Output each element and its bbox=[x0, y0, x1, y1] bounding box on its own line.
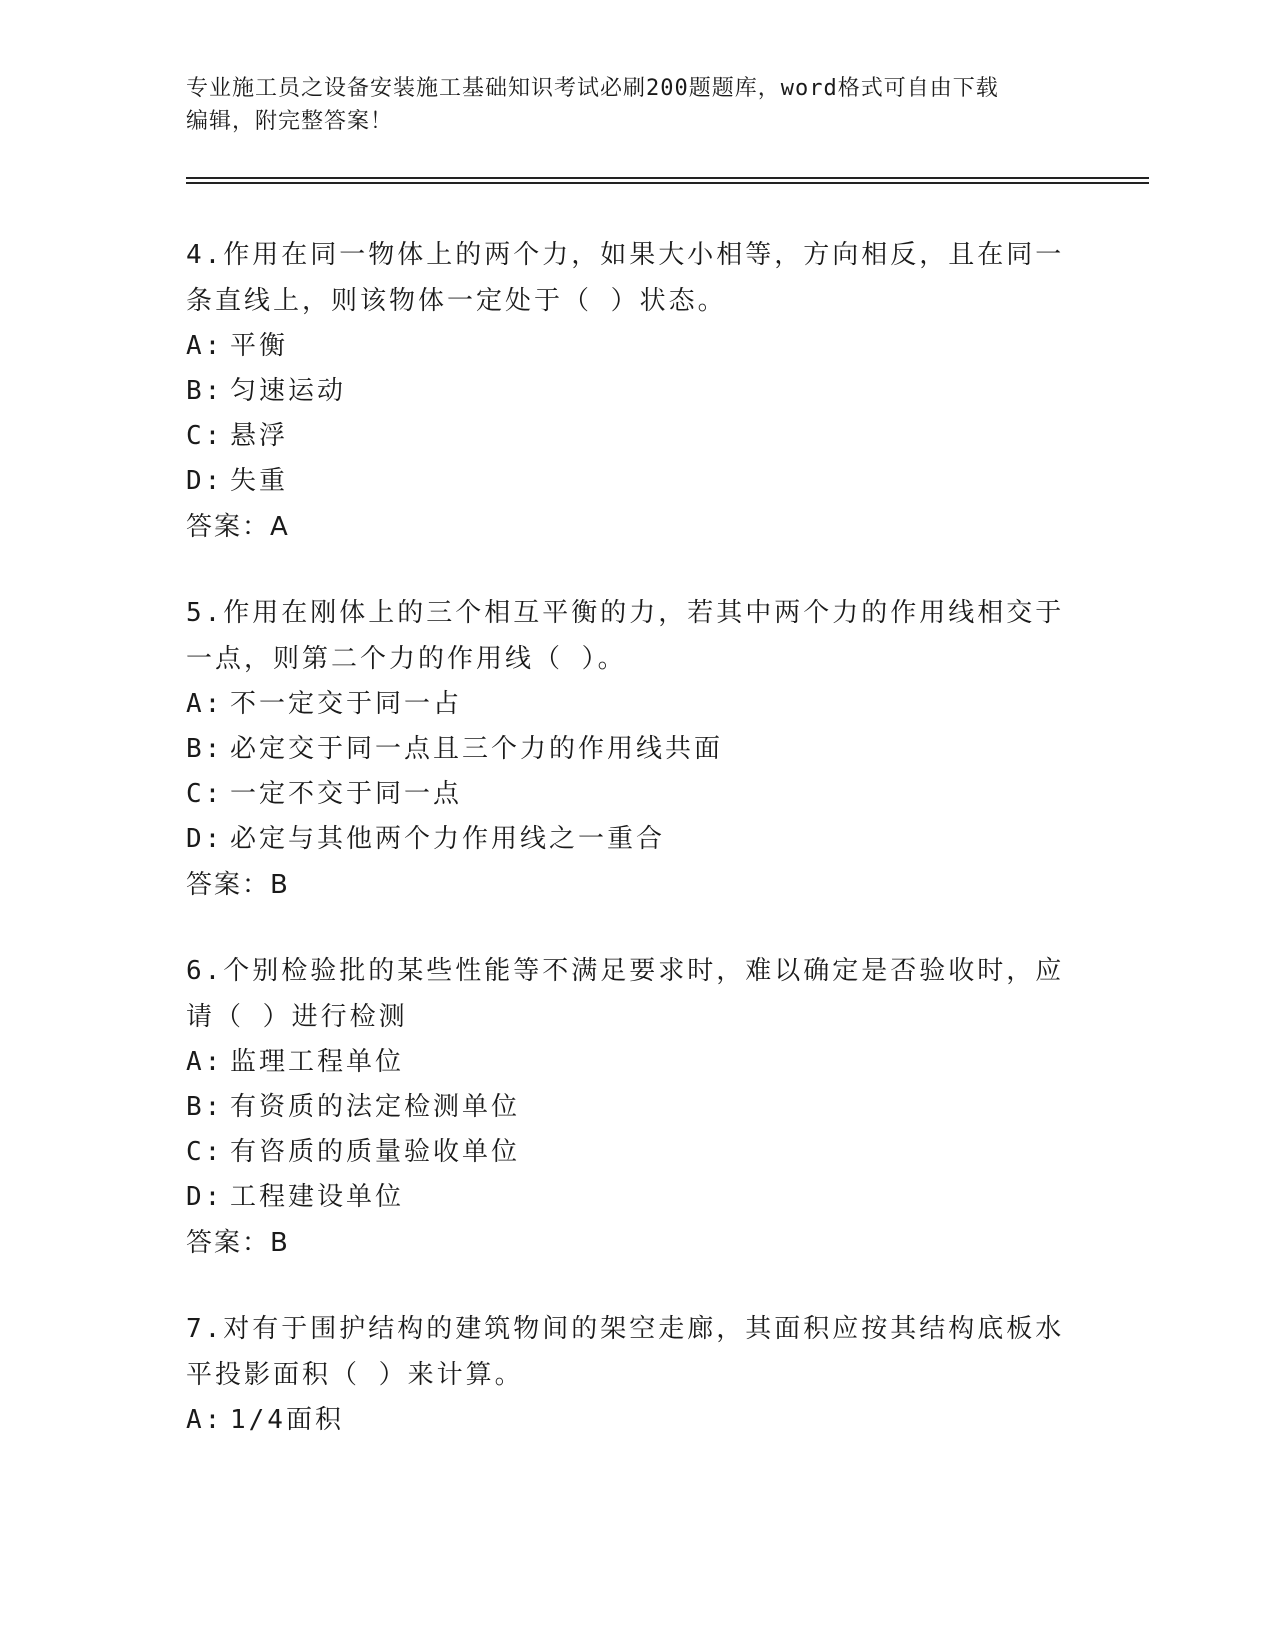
answer-line: 答案：B bbox=[186, 1228, 290, 1258]
option-d bbox=[186, 459, 1086, 504]
option-key: D: bbox=[186, 824, 224, 854]
question-4 bbox=[186, 232, 1086, 550]
option-key: A: bbox=[186, 331, 224, 361]
option-text: 一定不交于同一点 bbox=[230, 779, 463, 809]
question-stem-line1: 7.对有于围护结构的建筑物间的架空走廊，其面积应按其结构底板水 bbox=[186, 1314, 1065, 1344]
question-stem-line1: 4.作用在同一物体上的两个力，如果大小相等，方向相反，且在同一 bbox=[186, 240, 1065, 270]
option-text: 不一定交于同一占 bbox=[230, 689, 463, 719]
question-stem-line1: 6.个别检验批的某些性能等不满足要求时，难以确定是否验收时，应 bbox=[186, 956, 1065, 986]
option-key: B: bbox=[186, 1092, 224, 1122]
header-title-line1: 专业施工员之设备安装施工基础知识考试必刷200题题库，word格式可自由下载 bbox=[186, 76, 999, 101]
option-c bbox=[186, 772, 1086, 817]
question-stem-line1: 5.作用在刚体上的三个相互平衡的力，若其中两个力的作用线相交于 bbox=[186, 598, 1065, 628]
option-d bbox=[186, 817, 1086, 862]
question-stem-line2: 请（ ）进行检测 bbox=[186, 1002, 408, 1032]
question-stem-line2: 平投影面积（ ）来计算。 bbox=[186, 1360, 524, 1390]
option-text: 工程建设单位 bbox=[230, 1182, 405, 1212]
question-stem-line2: 一点，则第二个力的作用线（ ）。 bbox=[186, 644, 627, 674]
option-text: 匀速运动 bbox=[230, 376, 347, 406]
option-key: D: bbox=[186, 466, 224, 496]
answer-line: 答案：B bbox=[186, 870, 290, 900]
option-key: A: bbox=[186, 1047, 224, 1077]
option-a bbox=[186, 324, 1086, 369]
option-key: B: bbox=[186, 734, 224, 764]
option-key: C: bbox=[186, 1137, 224, 1167]
question-7 bbox=[186, 1306, 1086, 1443]
option-b bbox=[186, 727, 1086, 772]
option-key: C: bbox=[186, 779, 224, 809]
document-header bbox=[186, 72, 1066, 138]
header-divider-top bbox=[186, 177, 1149, 179]
option-c bbox=[186, 414, 1086, 459]
option-text: 有资质的法定检测单位 bbox=[230, 1092, 521, 1122]
option-text: 平衡 bbox=[230, 331, 289, 361]
option-key: A: bbox=[186, 1405, 224, 1435]
option-text: 悬浮 bbox=[230, 421, 289, 451]
option-text: 有咨质的质量验收单位 bbox=[230, 1137, 521, 1167]
option-d bbox=[186, 1175, 1086, 1220]
header-divider-bottom bbox=[186, 182, 1149, 184]
option-b bbox=[186, 369, 1086, 414]
question-list bbox=[186, 232, 1086, 1483]
option-key: A: bbox=[186, 689, 224, 719]
option-text: 1/4面积 bbox=[230, 1405, 344, 1435]
option-text: 监理工程单位 bbox=[230, 1047, 405, 1077]
option-key: C: bbox=[186, 421, 224, 451]
question-5 bbox=[186, 590, 1086, 908]
question-stem-line2: 条直线上，则该物体一定处于（ ）状态。 bbox=[186, 286, 727, 316]
option-c bbox=[186, 1130, 1086, 1175]
option-key: D: bbox=[186, 1182, 224, 1212]
header-title-line2: 编辑，附完整答案！ bbox=[186, 109, 394, 134]
option-a bbox=[186, 1040, 1086, 1085]
option-key: B: bbox=[186, 376, 224, 406]
option-text: 必定与其他两个力作用线之一重合 bbox=[230, 824, 666, 854]
option-a bbox=[186, 1398, 1086, 1443]
answer-line: 答案：A bbox=[186, 512, 290, 542]
option-a bbox=[186, 682, 1086, 727]
option-text: 必定交于同一点且三个力的作用线共面 bbox=[230, 734, 724, 764]
option-text: 失重 bbox=[230, 466, 289, 496]
option-b bbox=[186, 1085, 1086, 1130]
question-6 bbox=[186, 948, 1086, 1266]
